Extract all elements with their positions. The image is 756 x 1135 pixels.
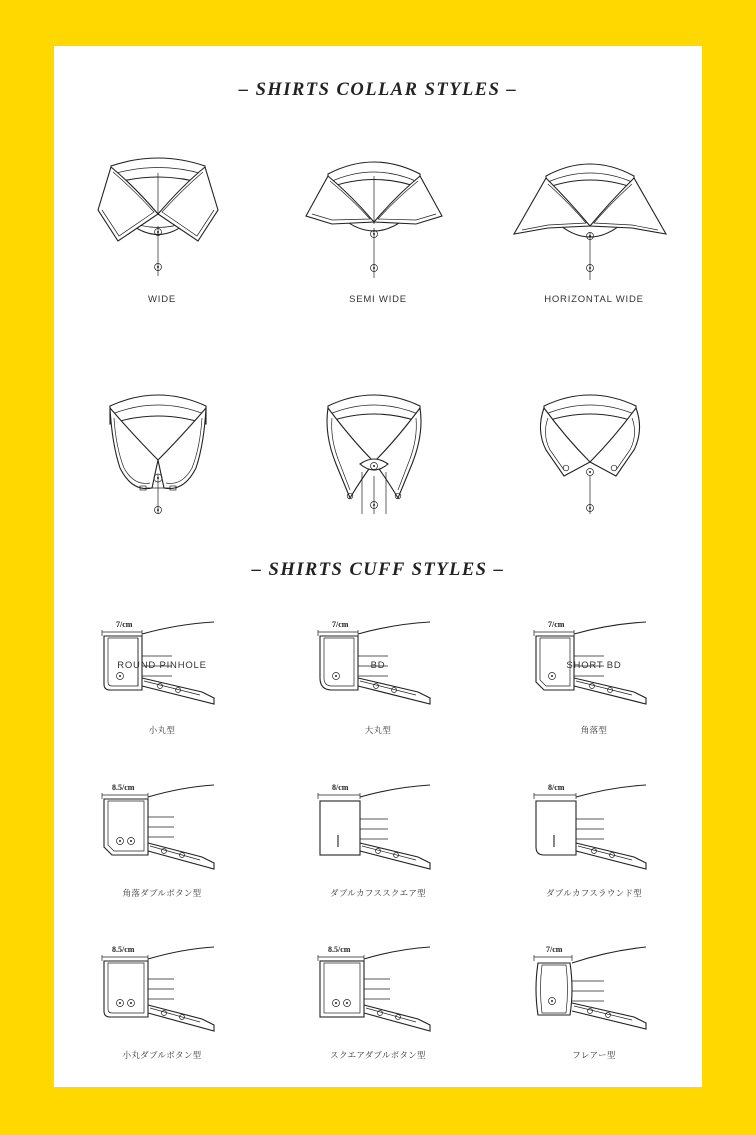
cuff-item-square-double-button: [270, 941, 486, 1104]
cuff-section-title: – SHIRTS CUFF STYLES –: [251, 560, 505, 580]
cuff-label: フレアー型: [572, 1051, 616, 1061]
collar-section-title: – SHIRTS COLLAR STYLES –: [238, 80, 518, 100]
collar-label: SEMI WIDE: [349, 294, 407, 305]
cuff-item-large-round: [270, 616, 486, 779]
cuff-item-mitered-double-button: [54, 779, 270, 942]
cuff-measurement: 7/cm: [546, 945, 563, 954]
small-round-cuff-icon: [54, 616, 270, 720]
cuff-item-small-round: [54, 616, 270, 779]
mitered-cuff-icon: [486, 616, 702, 720]
collar-label: HORIZONTAL WIDE: [544, 294, 644, 305]
cuff-label: 小丸ダブルボタン型: [122, 1051, 202, 1061]
cuff-measurement: 8.5/cm: [328, 945, 351, 954]
cuff-item-mitered: [486, 616, 702, 779]
cuff-measurement: 8/cm: [332, 783, 349, 792]
wide-collar-icon: [54, 146, 270, 296]
cuff-item-double-cuff-round: [486, 779, 702, 942]
cuff-label: ダブルカフスラウンド型: [545, 889, 643, 899]
mitered-double-button-cuff-icon: [54, 779, 270, 883]
round-pinhole-collar-icon: [54, 364, 270, 524]
cuff-measurement: 8.5/cm: [112, 783, 135, 792]
cuff-label: 大丸型: [364, 726, 392, 736]
double-cuff-round-icon: [486, 779, 702, 883]
cuff-item-flared: [486, 941, 702, 1104]
horizontal-wide-collar-icon: [486, 146, 702, 296]
semi-wide-collar-icon: [270, 146, 486, 296]
cuff-item-small-round-double-button: [54, 941, 270, 1104]
cuff-measurement: 7/cm: [332, 620, 349, 629]
collar-label: SHORT BD: [566, 660, 622, 671]
collar-label: ROUND PINHOLE: [117, 660, 207, 671]
double-cuff-square-icon: [270, 779, 486, 883]
cuff-label: 角落型: [580, 726, 608, 736]
cuff-label: スクエアダブルボタン型: [330, 1051, 426, 1061]
short-button-down-collar-icon: [486, 364, 702, 524]
button-down-collar-icon: [270, 364, 486, 524]
square-double-button-cuff-icon: [270, 941, 486, 1045]
cuff-measurement: 7/cm: [116, 620, 133, 629]
large-round-cuff-icon: [270, 616, 486, 720]
collar-item-wide: [54, 146, 270, 364]
cuff-measurement: 7/cm: [548, 620, 565, 629]
collar-item-horizontal-wide: [486, 146, 702, 364]
cuff-item-double-cuff-square: [270, 779, 486, 942]
cuff-measurement: 8.5/cm: [112, 945, 135, 954]
cuff-grid: [54, 616, 702, 1086]
collar-label: WIDE: [147, 294, 176, 305]
small-round-double-button-cuff-icon: [54, 941, 270, 1045]
cuff-label: 角落ダブルボタン型: [122, 889, 202, 899]
collar-label: BD: [370, 660, 386, 671]
poster-panel: [54, 46, 702, 1087]
cuff-label: 小丸型: [148, 726, 176, 736]
collar-item-semi-wide: [270, 146, 486, 364]
cuff-measurement: 8/cm: [548, 783, 565, 792]
cuff-label: ダブルカフススクエア型: [330, 889, 426, 899]
flared-cuff-icon: [486, 941, 702, 1045]
